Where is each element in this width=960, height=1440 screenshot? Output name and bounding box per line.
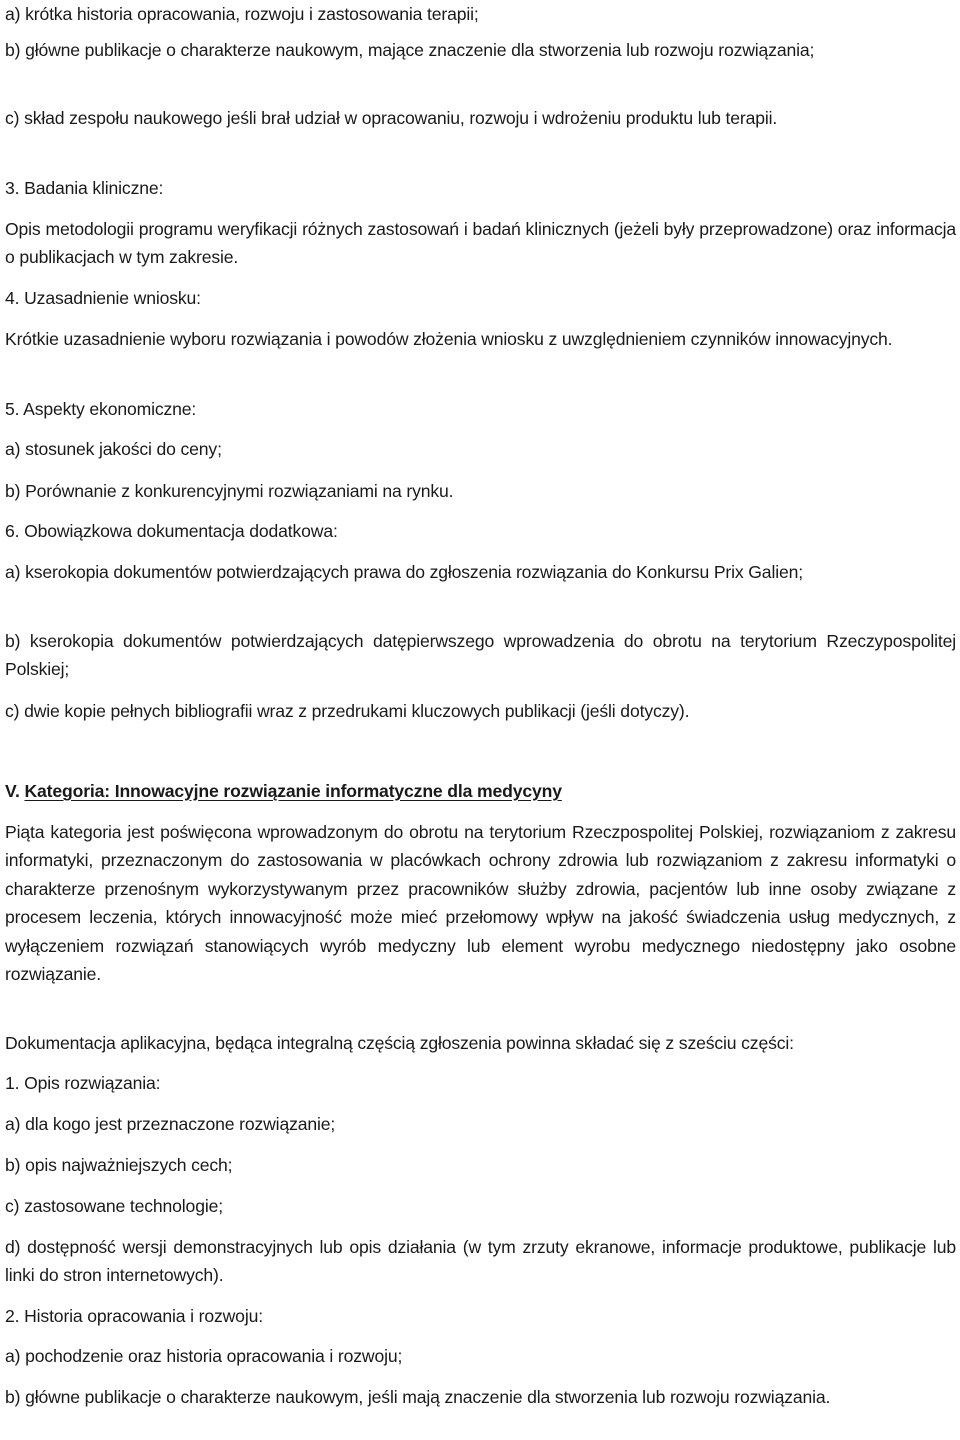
paragraph-5a: a) stosunek jakości do ceny; — [5, 439, 222, 459]
section-5-title: 5. Aspekty ekonomiczne: — [5, 399, 197, 419]
paragraph-2-b-v: b) główne publikacje o charakterze naukowym, jeśli mają znaczenie dla stworzenia lub rozwoju rozwiązania. — [5, 1387, 831, 1407]
category-v-description: Piąta kategoria jest poświęcona wprowadzonym do obrotu na terytorium Rzeczpospolitej Polskiej, rozwiązaniom z zakresu informatyki, przeznaczonym do zastosowania w placówkach ochrony zdrowia lub rozwiązaniom z zakresu informatyki o charakterze przenośnym wykorzystywanym przez pracowników służby zdrowia, pacjentów lub inne osoby związane z procesem leczenia, których innowacyjność może mieć przełomowy wpływ na jakość świadczenia usług medycznych, z wyłączeniem rozwiązań stanowiących wyrób medyczny lub element wyrobu medycznego niedostępny jako osobne rozwiązanie. — [5, 822, 956, 985]
paragraph-3-text: Opis metodologii programu weryfikacji różnych zastosowań i badań klinicznych (jeżeli były przeprowadzone) oraz informacja o publikacjach w tym zakresie. — [5, 219, 956, 268]
paragraph-4-text: Krótkie uzasadnienie wyboru rozwiązania i powodów złożenia wniosku z uwzględnieniem czynników innowacyjnych. — [5, 329, 893, 349]
paragraph-2b: b) główne publikacje o charakterze naukowym, mające znaczenie dla stworzenia lub rozwoju rozwiązania; — [5, 40, 815, 60]
section-4-title: 4. Uzasadnienie wniosku: — [5, 288, 201, 308]
paragraph-2-a-v: a) pochodzenie oraz historia opracowania i rozwoju; — [5, 1346, 403, 1366]
section-2-title: 2. Historia opracowania i rozwoju: — [5, 1306, 263, 1326]
paragraph-5b: b) Porównanie z konkurencyjnymi rozwiązaniami na rynku. — [5, 481, 454, 501]
paragraph-1c: c) zastosowane technologie; — [5, 1196, 223, 1216]
paragraph-1b: b) opis najważniejszych cech; — [5, 1155, 233, 1175]
paragraph-1a: a) dla kogo jest przeznaczone rozwiązanie; — [5, 1114, 336, 1134]
section-6-title: 6. Obowiązkowa dokumentacja dodatkowa: — [5, 521, 338, 541]
paragraph-6c: c) dwie kopie pełnych bibliografii wraz z przedrukami kluczowych publikacji (jeśli dotyczy). — [5, 701, 690, 721]
paragraph-2a: a) krótka historia opracowania, rozwoju i zastosowania terapii; — [5, 4, 479, 24]
paragraph-2c: c) skład zespołu naukowego jeśli brał udział w opracowaniu, rozwoju i wdrożeniu produktu lub terapii. — [5, 108, 778, 128]
category-v-title: Kategoria: Innowacyjne rozwiązanie informatyczne dla medycyny — [24, 781, 562, 801]
category-v-number: V. — [5, 781, 20, 801]
paragraph-6a: a) kserokopia dokumentów potwierdzających prawa do zgłoszenia rozwiązania do Konkursu Prix Galien; — [5, 562, 803, 582]
paragraph-1d: d) dostępność wersji demonstracyjnych lub opis działania (w tym zrzuty ekranowe, informacje produktowe, publikacje lub linki do stron internetowych). — [5, 1237, 956, 1286]
category-v-heading — [5, 777, 956, 805]
paragraph-6b: b) kserokopia dokumentów potwierdzających datępierwszego wprowadzenia do obrotu na terytorium Rzeczypospolitej Polskiej; — [5, 631, 956, 680]
section-3-title: 3. Badania kliniczne: — [5, 178, 164, 198]
section-1-title: 1. Opis rozwiązania: — [5, 1073, 161, 1093]
documentation-intro: Dokumentacja aplikacyjna, będąca integralną częścią zgłoszenia powinna składać się z sześciu części: — [5, 1033, 794, 1053]
